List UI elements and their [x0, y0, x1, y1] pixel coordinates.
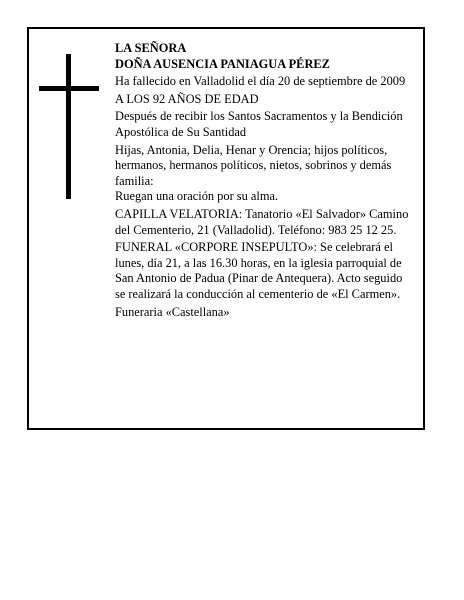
obituary-notice — [27, 27, 425, 430]
sacraments-statement: Después de recibir los Santos Sacramentos y la Bendición Apostólica de Su Santidad — [115, 109, 403, 139]
chapel-info: CAPILLA VELATORIA: Tanatorio «El Salvador» Camino del Cementerio, 21 (Valladolid). Teléfono: 983 25 12 25. — [115, 206, 409, 237]
notice-body — [115, 41, 415, 322]
funeral-home: Funeraria «Castellana» — [115, 304, 230, 319]
notice-title: LA SEÑORA — [115, 41, 187, 55]
family-list: Hijas, Antonia, Delia, Henar y Orencia; hijos políticos, hermanos, hermanos políticos, nietos, sobrinos y demás familia: — [115, 142, 392, 188]
age-statement: A LOS 92 AÑOS DE EDAD — [115, 91, 259, 106]
cross-horizontal-bar — [39, 86, 99, 91]
deceased-name: DOÑA AUSENCIA PANIAGUA PÉREZ — [115, 56, 330, 71]
cross-icon — [39, 54, 99, 199]
funeral-info: FUNERAL «CORPORE INSEPULTO»: Se celebrará el lunes, día 21, a las 16.30 horas, en la iglesia parroquial de San Antonio de Padua (Pinar de Antequera). Acto seguido se realizará la conducción al cementerio de «El Carmen». — [115, 240, 403, 301]
death-statement: Ha fallecido en Valladolid el día 20 de septiembre de 2009 — [115, 74, 406, 89]
cross-vertical-bar — [66, 54, 71, 199]
prayer-request: Ruegan una oración por su alma. — [115, 189, 279, 204]
